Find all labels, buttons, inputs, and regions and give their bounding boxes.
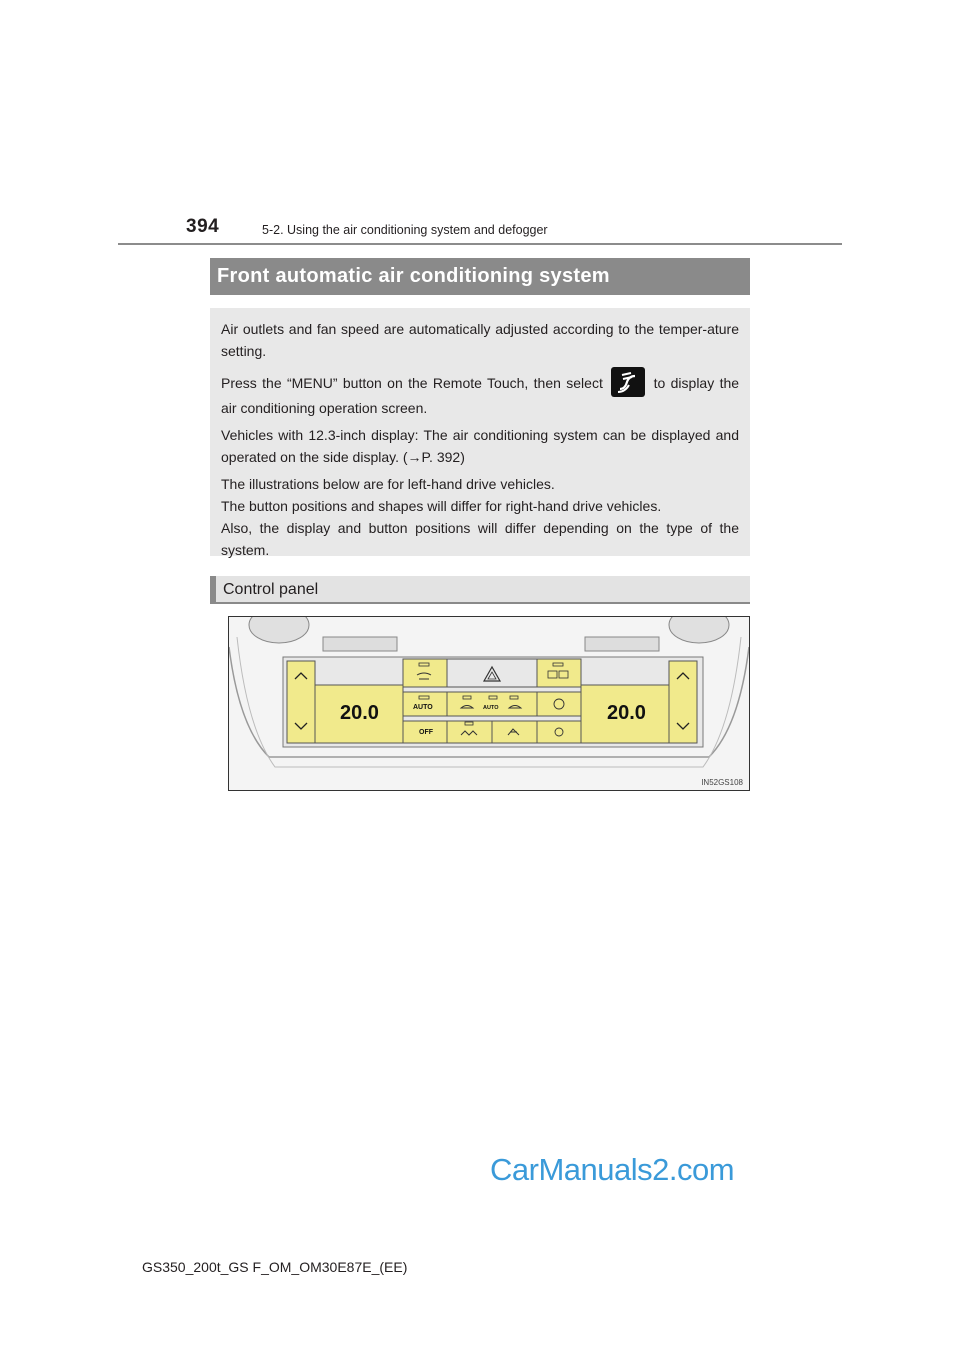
footer-model-code: GS350_200t_GS F_OM_OM30E87E_(EE)	[142, 1259, 408, 1275]
recirc-auto-label: AUTO	[483, 705, 499, 711]
control-panel-illustration	[228, 616, 750, 791]
auto-button-label: AUTO	[413, 704, 433, 711]
control-panel-drawing	[229, 617, 749, 790]
section-title: Front automatic air conditioning system	[210, 258, 750, 295]
page-number: 394	[186, 216, 220, 237]
intro-box	[210, 308, 750, 556]
running-head: 5-2. Using the air conditioning system and defogger	[262, 223, 548, 237]
intro-paragraph: The button positions and shapes will differ for right-hand drive vehicles.	[221, 498, 662, 514]
intro-text: Press the “MENU” button on the Remote Touch, then select	[221, 375, 603, 391]
climate-menu-icon	[611, 367, 645, 397]
left-temperature-display: 20.0	[340, 702, 379, 724]
intro-paragraph	[221, 367, 739, 419]
fan-off-label: OFF	[419, 729, 433, 736]
figure-code: IN52GS108	[701, 778, 743, 787]
intro-paragraph: Vehicles with 12.3-inch display: The air conditioning system can be displayed and operated on the side display. (→P. 392)	[221, 427, 739, 465]
header-rule	[118, 243, 842, 245]
intro-paragraph: Air outlets and fan speed are automatically adjusted according to the temper-ature setting.	[221, 321, 739, 359]
intro-paragraph: Also, the display and button positions will differ depending on the type of the system.	[221, 520, 739, 558]
subsection-title: Control panel	[210, 576, 750, 604]
right-temperature-display: 20.0	[607, 702, 646, 724]
intro-text: to display the air conditioning operation screen.	[221, 375, 740, 416]
watermark: CarManuals2.com	[490, 1152, 735, 1187]
intro-paragraph: The illustrations below are for left-hand drive vehicles.	[221, 476, 555, 492]
